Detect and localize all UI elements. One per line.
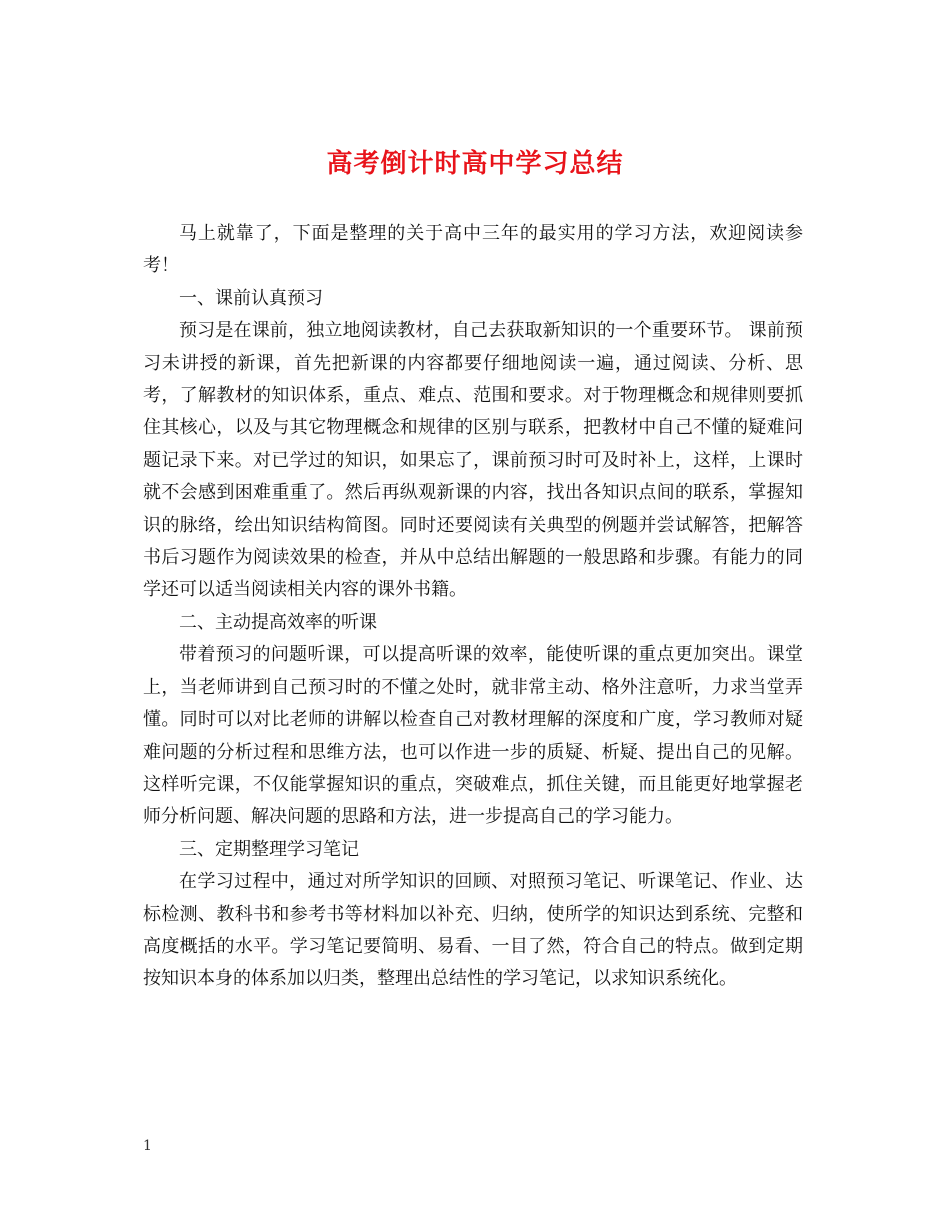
section-heading-notes: 三、定期整理学习笔记 — [179, 838, 359, 860]
section-heading-preview: 一、课前认真预习 — [179, 287, 323, 309]
section-body-preview: 预习是在课前，独立地阅读教材，自己去获取新知识的一个重要环节。 课前预习未讲授的新课，首先把新课的内容都要仔细地阅读一遍，通过阅读、分析、思考，了解教材的知识体系，重点、难点、范围和要求。对于物理概念和规律则要抓住其核心，以及与其它物理概念和规律的区别与联系，把教材中自己不懂的疑难问题记录下来。对已学过的知识，如果忘了，课前预习时可及时补上，这样，上课时就不会感到困难重重了。然后再纵观新课的内容，找出各知识点间的联系，掌握知识的脉络，绘出知识结构简图。同时还要阅读有关典型的例题并尝试解答，把解答书后习题作为阅读效果的检查，并从中总结出解题的一般思路和步骤。有能力的同学还可以适当阅读相关内容的课外书籍。 — [143, 320, 803, 601]
section-body-listening: 带着预习的问题听课，可以提高听课的效率，能使听课的重点更加突出。课堂上，当老师讲到自己预习时的不懂之处时，就非常主动、格外注意听，力求当堂弄懂。同时可以对比老师的讲解以检查自己对教材理解的深度和广度，学习教师对疑难问题的分析过程和思维方法，也可以作进一步的质疑、析疑、提出自己的见解。这样听完课，不仅能掌握知识的重点，突破难点，抓住关键，而且能更好地掌握老师分析问题、解决问题的思路和方法，进一步提高自己的学习能力。 — [143, 644, 803, 828]
document-body — [143, 218, 803, 996]
section-body-notes: 在学习过程中，通过对所学知识的回顾、对照预习笔记、听课笔记、作业、达标检测、教科书和参考书等材料加以补充、归纳，使所学的知识达到系统、完整和高度概括的水平。学习笔记要简明、易看、一目了然，符合自己的特点。做到定期按知识本身的体系加以归类，整理出总结性的学习笔记，以求知识系统化。 — [143, 871, 803, 990]
section-heading-listening: 二、主动提高效率的听课 — [179, 611, 377, 633]
intro-paragraph: 马上就靠了，下面是整理的关于高中三年的最实用的学习方法，欢迎阅读参考！ — [143, 223, 803, 277]
page-number: 1 — [143, 1138, 152, 1154]
document-title: 高考倒计时高中学习总结 — [326, 149, 624, 179]
